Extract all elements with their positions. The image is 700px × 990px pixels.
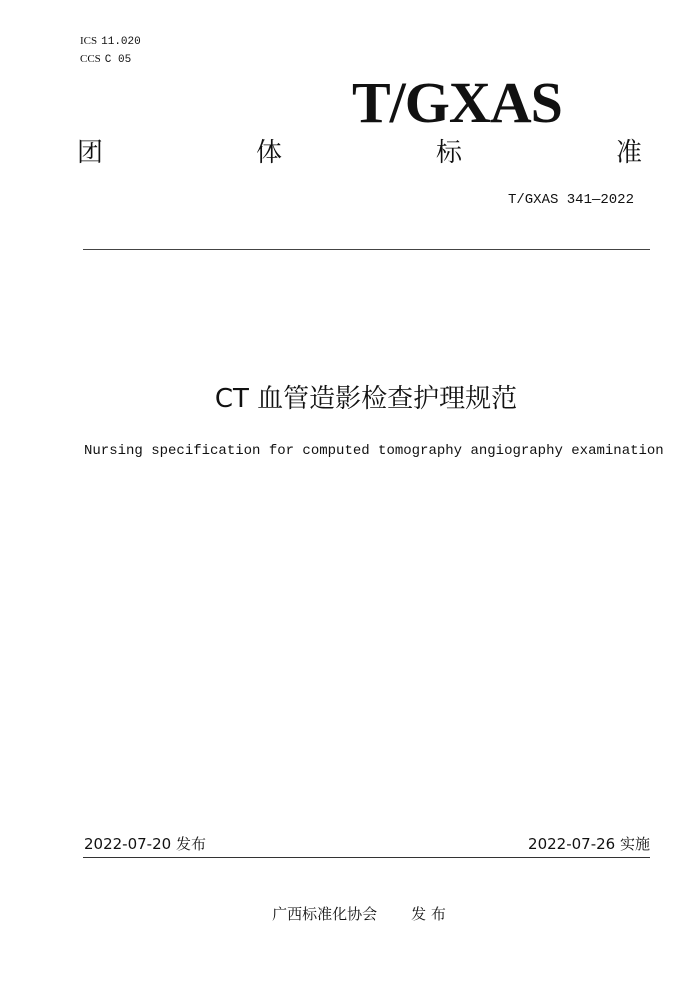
ics-label: ICS — [80, 35, 98, 47]
footer-divider — [83, 857, 650, 858]
organization-mark: T/GXAS — [352, 70, 562, 135]
issuer-organization: 广西标准化协会 — [272, 905, 378, 923]
publish-date: 2022-07-20 发布 — [84, 835, 206, 853]
ccs-label: CCS — [80, 53, 101, 65]
issuer-action: 发 布 — [411, 905, 446, 923]
standard-type-char: 体 — [256, 138, 283, 168]
ccs-code: C 05 — [104, 54, 132, 66]
standard-type-char: 标 — [436, 138, 463, 168]
document-title-english: Nursing specification for computed tomography angiography examination — [84, 443, 664, 459]
ccs-classification — [80, 53, 131, 67]
header-divider — [83, 249, 650, 250]
standard-type-char: 准 — [616, 138, 643, 168]
ics-code: 11.020 — [101, 36, 141, 48]
document-title-chinese: CT 血管造影检查护理规范 — [214, 384, 518, 414]
ics-classification — [80, 35, 141, 49]
standard-type-char: 团 — [77, 138, 104, 168]
standard-number: T/GXAS 341—2022 — [507, 192, 634, 208]
issuer — [0, 904, 700, 924]
implementation-date: 2022-07-26 实施 — [528, 835, 650, 853]
